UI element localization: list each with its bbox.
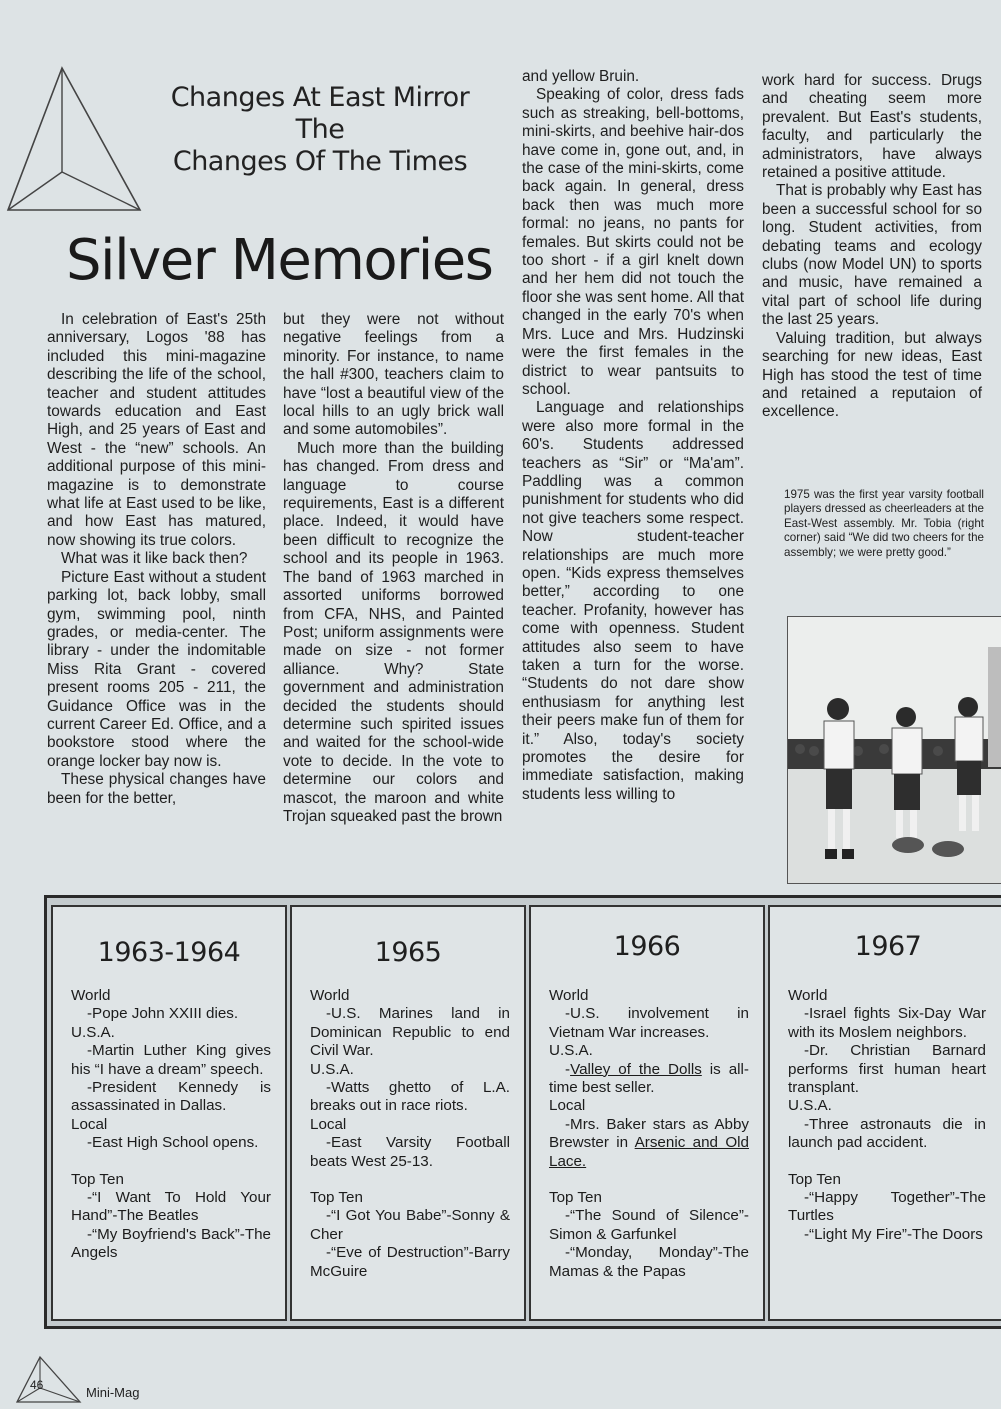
paragraph: Speaking of color, dress fads such as streaking, bell-bottoms, mini-skirts, and beehive hair-dos have come in, gone out, and, in the case of the mini-skirts, come back again. In general, dress back then was much more formal: no jeans, no pants for females. But skirts could not be too short - if a girl knelt down and her hem did not touch the floor she was sent home. All that changed in the early 70's when Mrs. Luce and Mrs. Hudzinski were the first females in the district to wear pantsuits to school.	[522, 86, 744, 398]
heading-local: Local	[310, 1115, 347, 1133]
heading-usa: U.S.A.	[310, 1060, 354, 1078]
timeline-box-1965	[290, 905, 526, 1321]
headline	[150, 82, 490, 178]
heading-top-ten: Top Ten	[549, 1189, 602, 1207]
timeline-panel	[44, 895, 1001, 1329]
paragraph: What was it like back then?	[61, 550, 248, 568]
heading-top-ten: Top Ten	[788, 1170, 841, 1188]
heading-usa: U.S.A.	[788, 1097, 832, 1115]
heading-usa: U.S.A.	[71, 1023, 115, 1041]
paragraph: work hard for success. Drugs and cheating seem more prevalent. But East's students, faculty, and particularly the administrators, have always retained a positive attitude.	[762, 72, 982, 182]
song: -“Light My Fire”-The Doors	[804, 1225, 983, 1243]
heading-top-ten: Top Ten	[310, 1189, 363, 1207]
event	[549, 1116, 749, 1171]
heading-world: World	[549, 987, 589, 1004]
timeline-box-1963-1964	[51, 905, 287, 1321]
heading-top-ten: Top Ten	[71, 1170, 124, 1188]
song: -“The Sound of Silence”-Simon & Garfunkel	[549, 1207, 749, 1243]
timeline-body	[788, 987, 986, 1244]
page-number: 46	[30, 1378, 44, 1392]
paragraph: In celebration of East's 25th anniversary, Logos '88 has included this mini-magazine describing the life of the school, teacher and student attitudes towards education and East High, and 25 years of East and West - the “new” schools. An additional purpose of this mini-magazine is to demonstrate what life at East used to be like, and how East has matured, now showing its true colors.	[47, 311, 266, 549]
heading-local: Local	[71, 1115, 108, 1133]
paragraph: and yellow Bruin.	[522, 68, 640, 85]
headline-line-3: Changes Of The Times	[172, 146, 468, 177]
heading-world: World	[310, 987, 350, 1004]
timeline-year: 1965	[374, 937, 442, 968]
song: -“Eve of Destruction”-Barry McGuire	[310, 1244, 510, 1280]
headline-line-1: Changes At East Mirror	[170, 82, 470, 113]
article-column-2	[283, 311, 504, 826]
paragraph: but they were not without negative feelings from a minority. For instance, to name the hall #300, teachers claim to have “lost a beautiful view of the local hills to an ugly brick wall and some automobiles”.	[283, 311, 504, 439]
event: -Watts ghetto of L.A. breaks out in race riots.	[310, 1079, 510, 1115]
event: -East Varsity Football beats West 25-13.	[310, 1134, 510, 1170]
song: -“My Boyfriend's Back”-The Angels	[71, 1225, 271, 1262]
heading-usa: U.S.A.	[549, 1042, 593, 1060]
heading-local: Local	[549, 1097, 586, 1115]
event: -Valley of the Dolls is all-time best seller.	[549, 1060, 749, 1097]
triangle-logo-icon	[0, 60, 150, 220]
book-title: Valley of the Dolls	[570, 1060, 702, 1078]
event: -U.S. Marines land in Dominican Republic to end Civil War.	[310, 1005, 510, 1060]
event: -U.S. involvement in Vietnam War increases.	[549, 1005, 749, 1041]
paragraph: Much more than the building has changed. From dress and language to course requirements, East is a different place. Indeed, it would have been difficult to recognize the school and its people in 1963. The band of 1963 marched in assorted uniforms borrowed from CFA, NHS, and Painted Post; uniform assignments were made on size - not former alliance. Why? State government and administration decided the students should determine such spirited issues and waited for the school-wide vote to decide. In the vote to determine our colors and mascot, the maroon and white Trojan squeaked past the brown	[283, 439, 504, 825]
timeline-year: 1967	[854, 931, 922, 962]
song: -“I Got You Babe”-Sonny & Cher	[310, 1207, 510, 1243]
photo-caption: 1975 was the first year varsity football players dressed as cheerleaders at the East-West assembly. Mr. Tobia (right corner) said “We did two cheers for the assembly; we were pretty good.”	[784, 488, 984, 559]
play-title: Arsenic and Old Lace.	[549, 1134, 749, 1170]
timeline-year: 1963-1964	[97, 937, 241, 968]
paragraph: That is probably why East has been a successful school for so long. Student activities, from debating teams and ecology clubs (now Model UN) to sports and music, have remained a vital part of school life during the last 25 years.	[762, 182, 982, 329]
event: -Martin Luther King gives his “I have a dream” speech.	[71, 1042, 271, 1078]
timeline-box-1967	[768, 905, 1001, 1321]
event-text: -Mrs. Baker stars as Abby Brewster in	[549, 1115, 749, 1152]
photo-illustration	[788, 617, 1001, 883]
article-column-4	[762, 72, 982, 422]
timeline-year: 1966	[613, 931, 681, 962]
event: -President Kennedy is assassinated in Dallas.	[71, 1079, 271, 1115]
song: -“Happy Together”-The Turtles	[788, 1189, 986, 1225]
article-column-1	[47, 311, 266, 808]
paragraph: These physical changes have been for the better,	[47, 771, 266, 807]
timeline-body	[549, 987, 749, 1281]
event: -Dr. Christian Barnard performs first human heart transplant.	[788, 1042, 986, 1097]
headline-line-2: The	[295, 114, 345, 145]
paragraph: Valuing tradition, but always searching for new ideas, East High has stood the test of time and retained a reputaion of excellence.	[762, 329, 982, 421]
article-column-3	[522, 68, 744, 804]
timeline-box-1966	[529, 905, 765, 1321]
song: -“I Want To Hold Your Hand”-The Beatles	[71, 1189, 271, 1225]
paragraph: Language and relationships were also more formal in the 60's. Students addressed teachers as “Sir” or “Ma'am”. Paddling was a common punishment for students who did not give teachers some respect. Now student-teacher relationships are much more open. “Kids express themselves better,” according to one teacher. Profanity, however has come with openness. Student attitudes also seem to have taken a turn for the worse. “Students do not dare show enthusiasm for anything lest their peers make fun of them for it.” Also, today's society promotes the desire for immediate satisfaction, making students less willing to	[522, 399, 744, 803]
timeline-body	[71, 987, 271, 1263]
event: -East High School opens.	[87, 1134, 259, 1152]
heading-world: World	[71, 987, 111, 1004]
section-label: Mini-Mag	[86, 1385, 140, 1400]
page-title: Silver Memories	[66, 228, 493, 293]
event: -Israel fights Six-Day War with its Moslem neighbors.	[788, 1005, 986, 1041]
heading-world: World	[788, 987, 828, 1004]
photo-cheerleaders	[787, 616, 1001, 884]
event: -Pope John XXIII dies.	[87, 1005, 239, 1023]
event-text: is all-time best seller.	[549, 1060, 749, 1097]
event: -Three astronauts die in launch pad accident.	[788, 1115, 986, 1152]
paragraph: Picture East without a student parking lot, back lobby, small gym, swimming pool, ninth grades, or media-center. The library - under the indomitable Miss Rita Grant - covered present rooms 205 - 211, the Guidance Office was in the current Career Ed. Office, and a bookstore stood where the orange locker bay now is.	[47, 568, 266, 770]
song: -“Monday, Monday”-The Mamas & the Papas	[549, 1244, 749, 1280]
timeline-body	[310, 987, 510, 1281]
footer-triangle-icon	[14, 1354, 84, 1406]
